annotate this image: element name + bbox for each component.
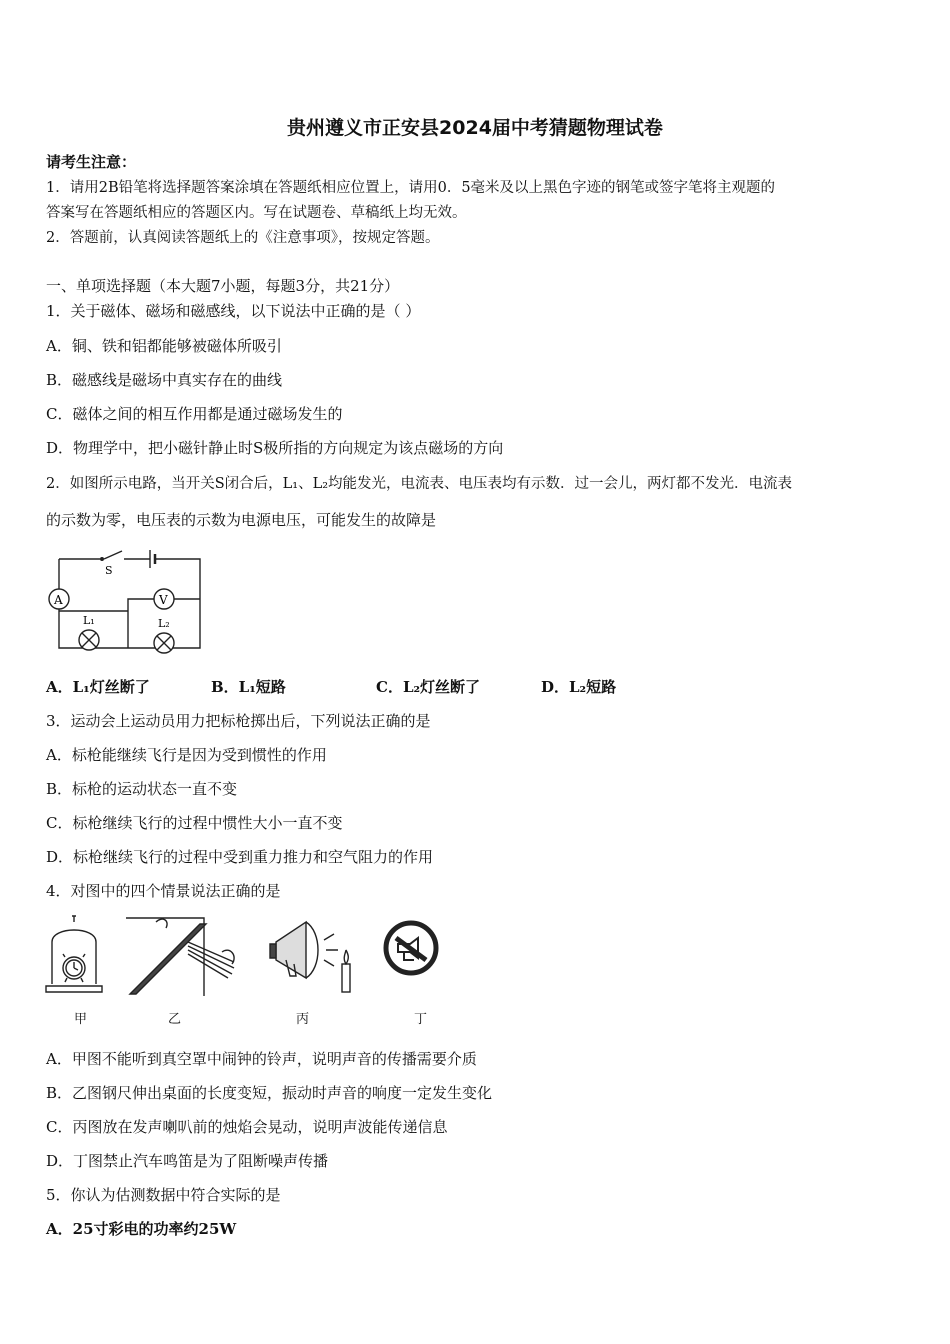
notice-item-1-line-1: 1．请用2B铅笔将选择题答案涂填在答题纸相应位置上，请用0．5毫米及以上黑色字迹的钢笔或签字笔将主观题的: [46, 180, 776, 196]
q1-stem: 1．关于磁体、磁场和磁感线，以下说法中正确的是（ ）: [46, 302, 421, 320]
lamp2-label: L₂: [158, 617, 170, 630]
q2-stem-line-1: 2．如图所示电路，当开关S闭合后，L₁、L₂均能发光，电流表、电压表均有示数．过一会儿，两灯都不发光．电流表: [46, 476, 793, 492]
q3-option-a: A．标枪能继续飞行是因为受到惯性的作用: [46, 746, 327, 764]
q4-option-a: A．甲图不能听到真空罩中闹钟的铃声，说明声音的传播需要介质: [46, 1050, 477, 1068]
voltmeter-label: V: [159, 593, 168, 607]
bell-jar-clock-illustration: [44, 912, 104, 998]
q1-option-a: A．铜、铁和铝都能够被磁体所吸引: [46, 337, 282, 355]
notice-item-1-line-2: 答案写在答题纸相应的答题区内。写在试题卷、草稿纸上均无效。: [46, 205, 467, 221]
q2-stem-line-2: 的示数为零，电压表的示数为电源电压，可能发生的故障是: [46, 511, 437, 529]
q2-option-c: C．L₂灯丝断了: [376, 678, 481, 696]
notice-heading: 请考生注意：: [46, 153, 137, 171]
q4-option-b: B．乙图钢尺伸出桌面的长度变短，振动时声音的响度一定发生变化: [46, 1084, 493, 1102]
notice-item-2: 2．答题前，认真阅读答题纸上的《注意事项》，按规定答题。: [46, 230, 440, 246]
caption-jia: 甲: [74, 1012, 88, 1027]
caption-bing: 丙: [296, 1012, 310, 1027]
q3-option-c: C．标枪继续飞行的过程中惯性大小一直不变: [46, 814, 343, 832]
q5-option-a: A．25寸彩电的功率约25W: [46, 1220, 237, 1238]
q1-option-b: B．磁感线是磁场中真实存在的曲线: [46, 371, 283, 389]
q4-option-c: C．丙图放在发声喇叭前的烛焰会晃动，说明声波能传递信息: [46, 1118, 448, 1136]
q1-option-c: C．磁体之间的相互作用都是通过磁场发生的: [46, 405, 343, 423]
circuit-diagram: [44, 545, 209, 660]
q3-option-b: B．标枪的运动状态一直不变: [46, 780, 238, 798]
q2-option-d: D．L₂短路: [541, 678, 617, 696]
q2-option-b: B．L₁短路: [211, 678, 286, 696]
ammeter-label: A: [54, 593, 63, 607]
section-heading: 一、单项选择题（本大题7小题，每题3分，共21分）: [46, 277, 400, 295]
q3-stem: 3．运动会上运动员用力把标枪掷出后，下列说法正确的是: [46, 712, 431, 730]
q5-stem: 5．你认为估测数据中符合实际的是: [46, 1186, 281, 1204]
no-horn-sign-icon: [380, 914, 442, 988]
lamp1-label: L₁: [83, 614, 95, 627]
ruler-vibration-illustration: [126, 912, 246, 998]
caption-ding: 丁: [414, 1012, 428, 1027]
q1-option-d: D．物理学中，把小磁针静止时S极所指的方向规定为该点磁场的方向: [46, 439, 504, 457]
q3-option-d: D．标枪继续飞行的过程中受到重力推力和空气阻力的作用: [46, 848, 434, 866]
q2-option-a: A．L₁灯丝断了: [46, 678, 150, 696]
q4-option-d: D．丁图禁止汽车鸣笛是为了阻断噪声传播: [46, 1152, 329, 1170]
speaker-candle-illustration: [268, 912, 358, 998]
caption-yi: 乙: [168, 1012, 182, 1027]
switch-label: S: [105, 564, 113, 577]
q4-stem: 4．对图中的四个情景说法正确的是: [46, 882, 281, 900]
page-title: 贵州遵义市正安县2024届中考猜题物理试卷: [287, 117, 663, 139]
